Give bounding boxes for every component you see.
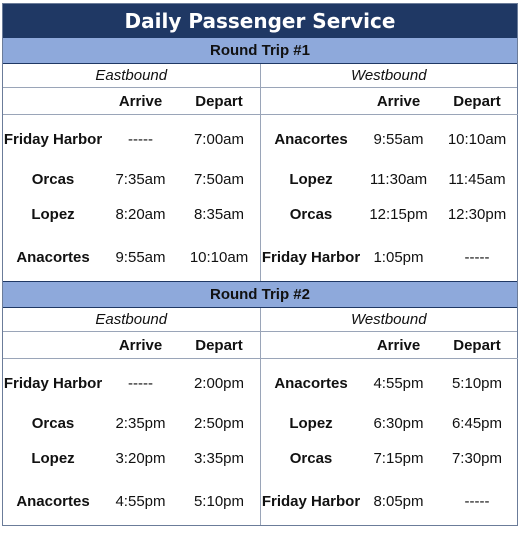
arrive-time: 8:20am [115, 205, 166, 223]
schedule-row [261, 115, 518, 163]
depart-time: 2:00pm [193, 374, 245, 392]
schedule-table [2, 3, 518, 526]
westbound-timetable [260, 332, 518, 525]
timetable-grid [3, 88, 517, 281]
depart-time: 5:10pm [193, 492, 245, 510]
arrive-column-header: Arrive [376, 92, 421, 110]
westbound-label: Westbound [260, 308, 518, 331]
depart-time: 10:10am [189, 248, 249, 266]
arrive-column-header: Arrive [118, 92, 163, 110]
schedule-row [3, 233, 260, 281]
round-trip-label: Round Trip #1 [3, 37, 517, 64]
arrive-column-header: Arrive [376, 336, 421, 354]
eastbound-label: Eastbound [95, 67, 168, 84]
column-header-row [3, 88, 260, 115]
column-header-row [261, 88, 518, 115]
arrive-time: 9:55am [373, 130, 424, 148]
round-trip-section [3, 281, 517, 525]
depart-time: 10:10am [447, 130, 507, 148]
timetable-grid [3, 332, 517, 525]
depart-time: ----- [464, 248, 490, 266]
arrive-time: 9:55am [115, 248, 166, 266]
schedule-row [261, 407, 518, 439]
schedule-row [261, 233, 518, 281]
depart-time: 11:45am [448, 170, 506, 188]
depart-time: ----- [464, 492, 490, 510]
stop-name: Anacortes [274, 130, 348, 148]
depart-time: 7:50am [193, 170, 245, 188]
depart-time: 12:30pm [447, 205, 507, 223]
schedule-row [261, 477, 518, 525]
schedule-title: Daily Passenger Service [3, 4, 517, 37]
stop-name: Friday Harbor [3, 130, 103, 148]
arrive-time: ----- [128, 374, 153, 392]
schedule-row [3, 195, 260, 233]
arrive-time: 8:05pm [373, 492, 424, 510]
arrive-time: 7:15pm [373, 449, 424, 467]
arrive-time: 11:30am [369, 170, 428, 188]
depart-time: 2:50pm [193, 414, 245, 432]
direction-header-row [3, 308, 517, 332]
westbound-label: Westbound [260, 64, 518, 87]
arrive-time: 12:15pm [369, 205, 428, 223]
schedule-row [3, 477, 260, 525]
stop-name: Anacortes [16, 492, 90, 510]
eastbound-timetable [3, 332, 260, 525]
depart-time: 7:30pm [451, 449, 503, 467]
schedule-row [3, 407, 260, 439]
depart-column-header: Depart [453, 336, 501, 354]
depart-time: 5:10pm [451, 374, 503, 392]
stop-name: Lopez [289, 170, 333, 188]
stop-name: Anacortes [274, 374, 348, 392]
schedule-row [261, 163, 518, 195]
schedule-row [261, 195, 518, 233]
depart-column-header: Depart [195, 336, 243, 354]
trips-container [3, 37, 517, 525]
direction-header-row [3, 64, 517, 88]
eastbound-timetable [3, 88, 260, 281]
stop-name: Orcas [31, 170, 75, 188]
stop-name: Lopez [31, 205, 75, 223]
stop-name: Orcas [31, 414, 75, 432]
eastbound-label: Eastbound [95, 311, 168, 328]
schedule-row [3, 163, 260, 195]
depart-time: 7:00am [193, 130, 245, 148]
arrive-time: 3:20pm [115, 449, 166, 467]
arrive-time: 4:55pm [115, 492, 166, 510]
stop-name: Orcas [289, 205, 333, 223]
column-header-row [261, 332, 518, 359]
arrive-column-header: Arrive [118, 336, 163, 354]
stop-name: Friday Harbor [261, 492, 361, 510]
arrive-time: 4:55pm [373, 374, 424, 392]
depart-column-header: Depart [195, 92, 243, 110]
stop-name: Orcas [289, 449, 333, 467]
schedule-row [3, 359, 260, 407]
depart-time: 8:35am [193, 205, 245, 223]
stop-name: Friday Harbor [3, 374, 103, 392]
arrive-time: 2:35pm [115, 414, 166, 432]
depart-time: 3:35pm [193, 449, 245, 467]
arrive-time: 7:35am [115, 170, 166, 188]
depart-time: 6:45pm [451, 414, 503, 432]
westbound-timetable [260, 88, 518, 281]
arrive-time: ----- [128, 130, 153, 148]
arrive-time: 6:30pm [373, 414, 424, 432]
schedule-row [3, 439, 260, 477]
stop-name: Friday Harbor [261, 248, 361, 266]
round-trip-section [3, 37, 517, 281]
schedule-row [261, 439, 518, 477]
schedule-row [261, 359, 518, 407]
round-trip-label: Round Trip #2 [3, 281, 517, 308]
arrive-time: 1:05pm [373, 248, 424, 266]
column-header-row [3, 332, 260, 359]
schedule-row [3, 115, 260, 163]
stop-name: Anacortes [16, 248, 90, 266]
stop-name: Lopez [289, 414, 333, 432]
stop-name: Lopez [31, 449, 75, 467]
depart-column-header: Depart [453, 92, 501, 110]
